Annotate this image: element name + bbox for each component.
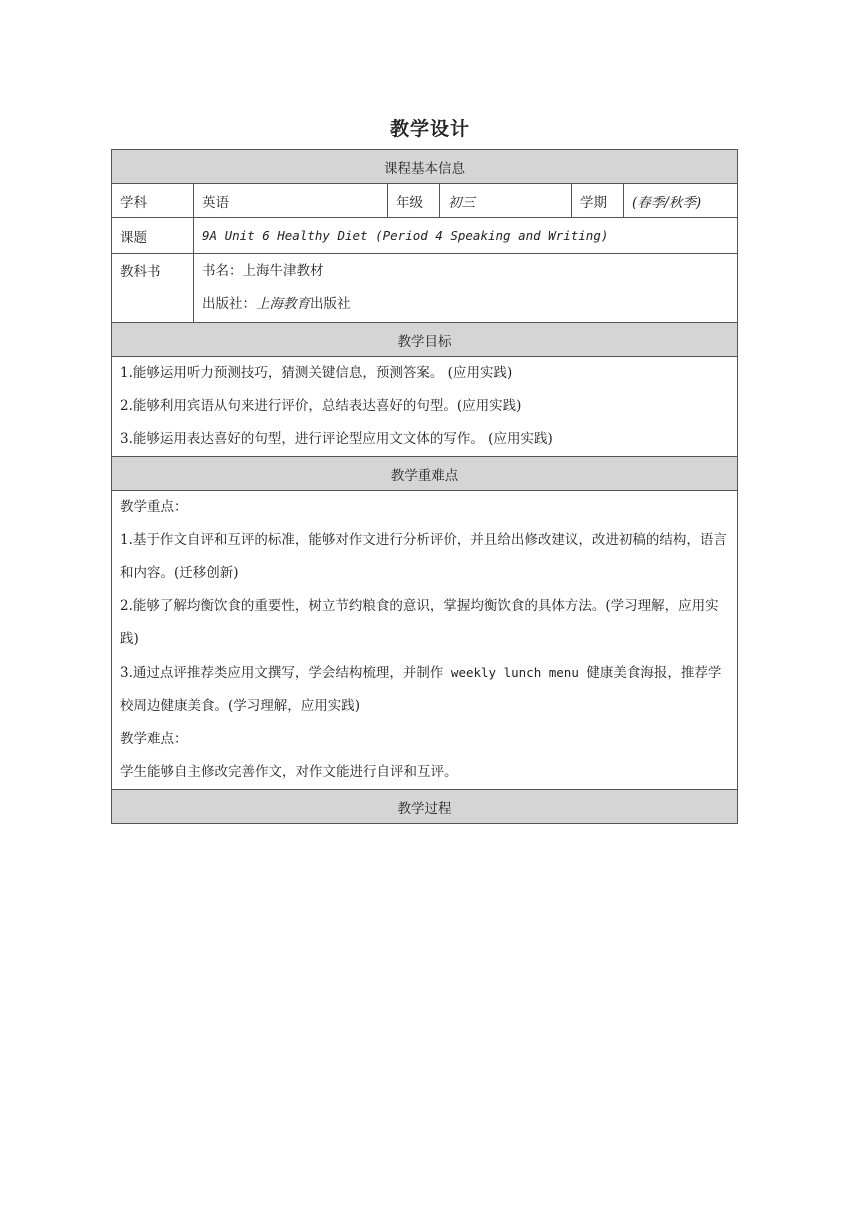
- info-row: [112, 184, 738, 218]
- objectives-header: 教学目标: [112, 323, 738, 357]
- key-points-header: 教学重难点: [112, 457, 738, 491]
- objective-item: 3.能够运用表达喜好的句型，进行评论型应用文文体的写作。 (应用实践): [120, 431, 553, 447]
- objectives-list: [112, 357, 738, 457]
- subject-label: 学科: [112, 184, 194, 218]
- topic-row: [112, 218, 738, 254]
- grade-value: 初三: [440, 184, 572, 218]
- key-points-row: [112, 491, 738, 790]
- book-name: 书名：上海牛津教材: [202, 263, 324, 279]
- term-value: (春季/秋季): [624, 184, 738, 218]
- difficulty-label: 教学难点：: [120, 731, 188, 747]
- publisher-suffix: 出版社: [310, 296, 351, 312]
- focus-item: 1.基于作文自评和互评的标准，能够对作文进行分析评价，并且给出修改建议，改进初稿的结构，语言和内容。(迁移创新): [120, 532, 727, 581]
- document-title: 教学设计: [389, 118, 470, 140]
- textbook-value: [194, 254, 738, 323]
- term-label: 学期: [572, 184, 624, 218]
- publisher-prefix: 出版社：: [202, 296, 256, 312]
- focus-item3-text-end: 健康美食海报，推荐学校周边健康美食。(学习理解，应用实践): [120, 665, 722, 714]
- topic-label: 课题: [112, 218, 194, 254]
- focus-label: 教学重点：: [120, 499, 188, 515]
- topic-value: 9A Unit 6 Healthy Diet (Period 4 Speaking and Writing): [194, 218, 738, 254]
- focus-item: 2.能够了解均衡饮食的重要性，树立节约粮食的意识，掌握均衡饮食的具体方法。(学习理解，应用实践): [120, 598, 719, 647]
- textbook-label: 教科书: [112, 254, 194, 323]
- publisher: [202, 288, 729, 321]
- focus-item3-text: 3.通过点评推荐类应用文撰写，学会结构梳理，并制作: [120, 665, 444, 681]
- focus-item3-menu: weekly lunch menu: [443, 665, 587, 680]
- textbook-row: [112, 254, 738, 323]
- objective-item: 2.能够利用宾语从句来进行评价，总结表达喜好的句型。(应用实践): [120, 398, 522, 414]
- publisher-name: 上海教育: [256, 296, 310, 312]
- process-header: 教学过程: [112, 790, 738, 824]
- objective-item: 1.能够运用听力预测技巧，猜测关键信息，预测答案。 (应用实践): [120, 365, 513, 381]
- focus-item: [120, 656, 729, 723]
- difficulty-text: 学生能够自主修改完善作文，对作文能进行自评和互评。: [120, 764, 458, 780]
- grade-label: 年级: [388, 184, 440, 218]
- course-info-header: 课程基本信息: [112, 150, 738, 184]
- objectives-row: [112, 357, 738, 457]
- lesson-plan-table: [111, 149, 738, 824]
- key-points-content: [112, 491, 738, 790]
- subject-value: 英语: [194, 184, 388, 218]
